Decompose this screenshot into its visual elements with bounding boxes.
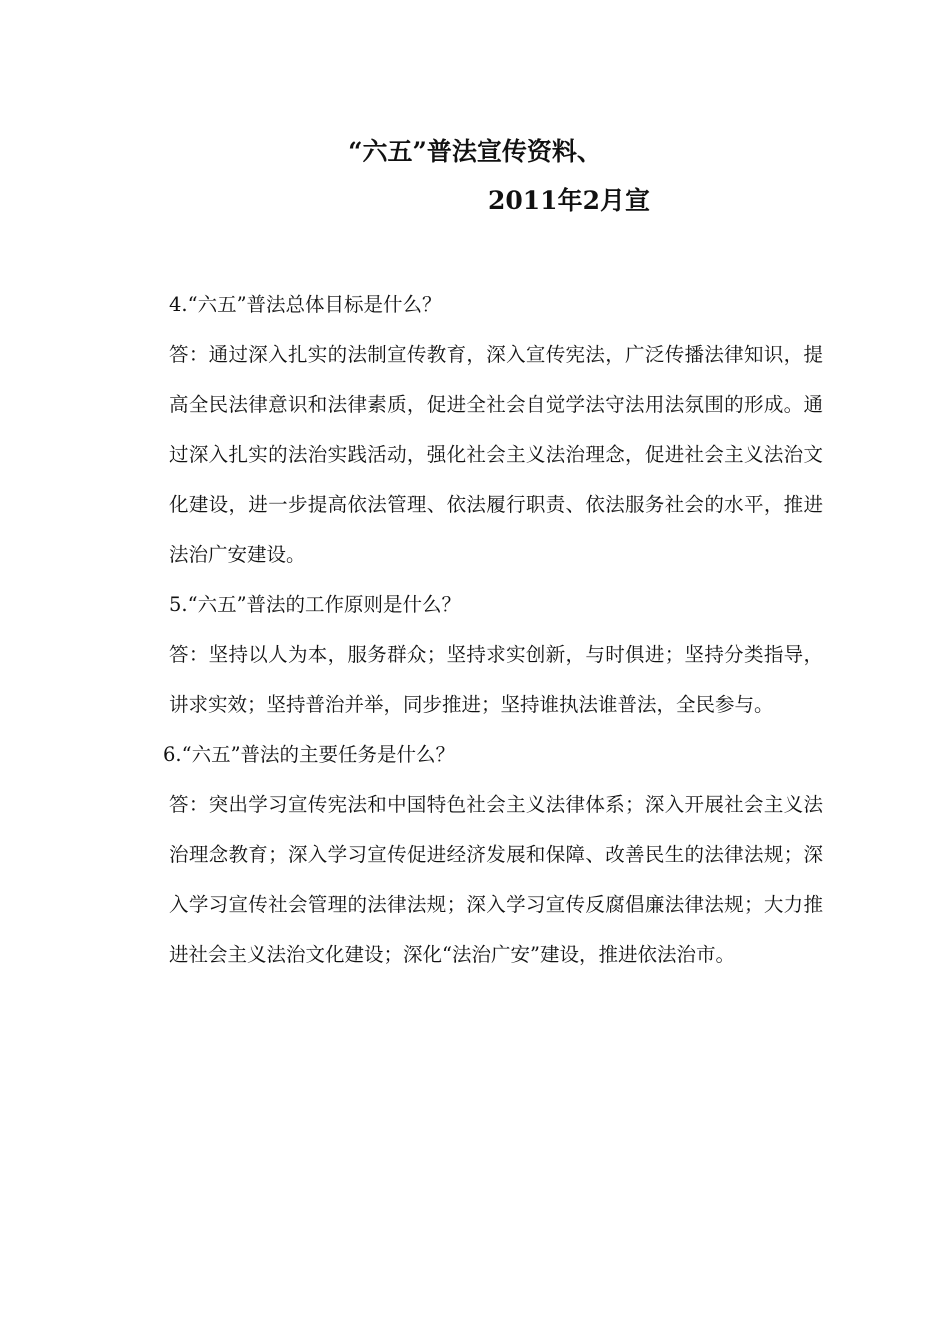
answer-6: 答：突出学习宣传宪法和中国特色社会主义法律体系；深入开展社会主义法治理念教育；深入学习宣传促进经济发展和保障、改善民生的法律法规；深入学习宣传社会管理的法律法规；深入学习宣传反腐倡廉法律法规；大力推进社会主义法治文化建设；深化“法治广安”建设，推进依法治市。 bbox=[169, 793, 823, 966]
answer-4: 答：通过深入扎实的法制宣传教育，深入宣传宪法，广泛传播法律知识，提高全民法律意识和法律素质，促进全社会自觉学法守法用法氛围的形成。通过深入扎实的法治实践活动，强化社会主义法治理念，促进社会主义法治文化建设，进一步提高依法管理、依法履行职责、依法服务社会的水平，推进法治广安建设。 bbox=[169, 343, 823, 566]
question-4: 4.“六五”普法总体目标是什么？ bbox=[169, 293, 442, 316]
question-6: 6.“六五”普法的主要任务是什么？ bbox=[163, 743, 456, 766]
document-title: “六五”普法宣传资料、 bbox=[348, 137, 602, 166]
document-body bbox=[163, 280, 823, 980]
document-date-line: 2011年2月宣 bbox=[488, 186, 650, 215]
question-5: 5.“六五”普法的工作原则是什么？ bbox=[169, 593, 462, 616]
answer-5: 答：坚持以人为本，服务群众；坚持求实创新，与时俱进；坚持分类指导，讲求实效；坚持普治并举，同步推进；坚持谁执法谁普法，全民参与。 bbox=[169, 643, 823, 716]
